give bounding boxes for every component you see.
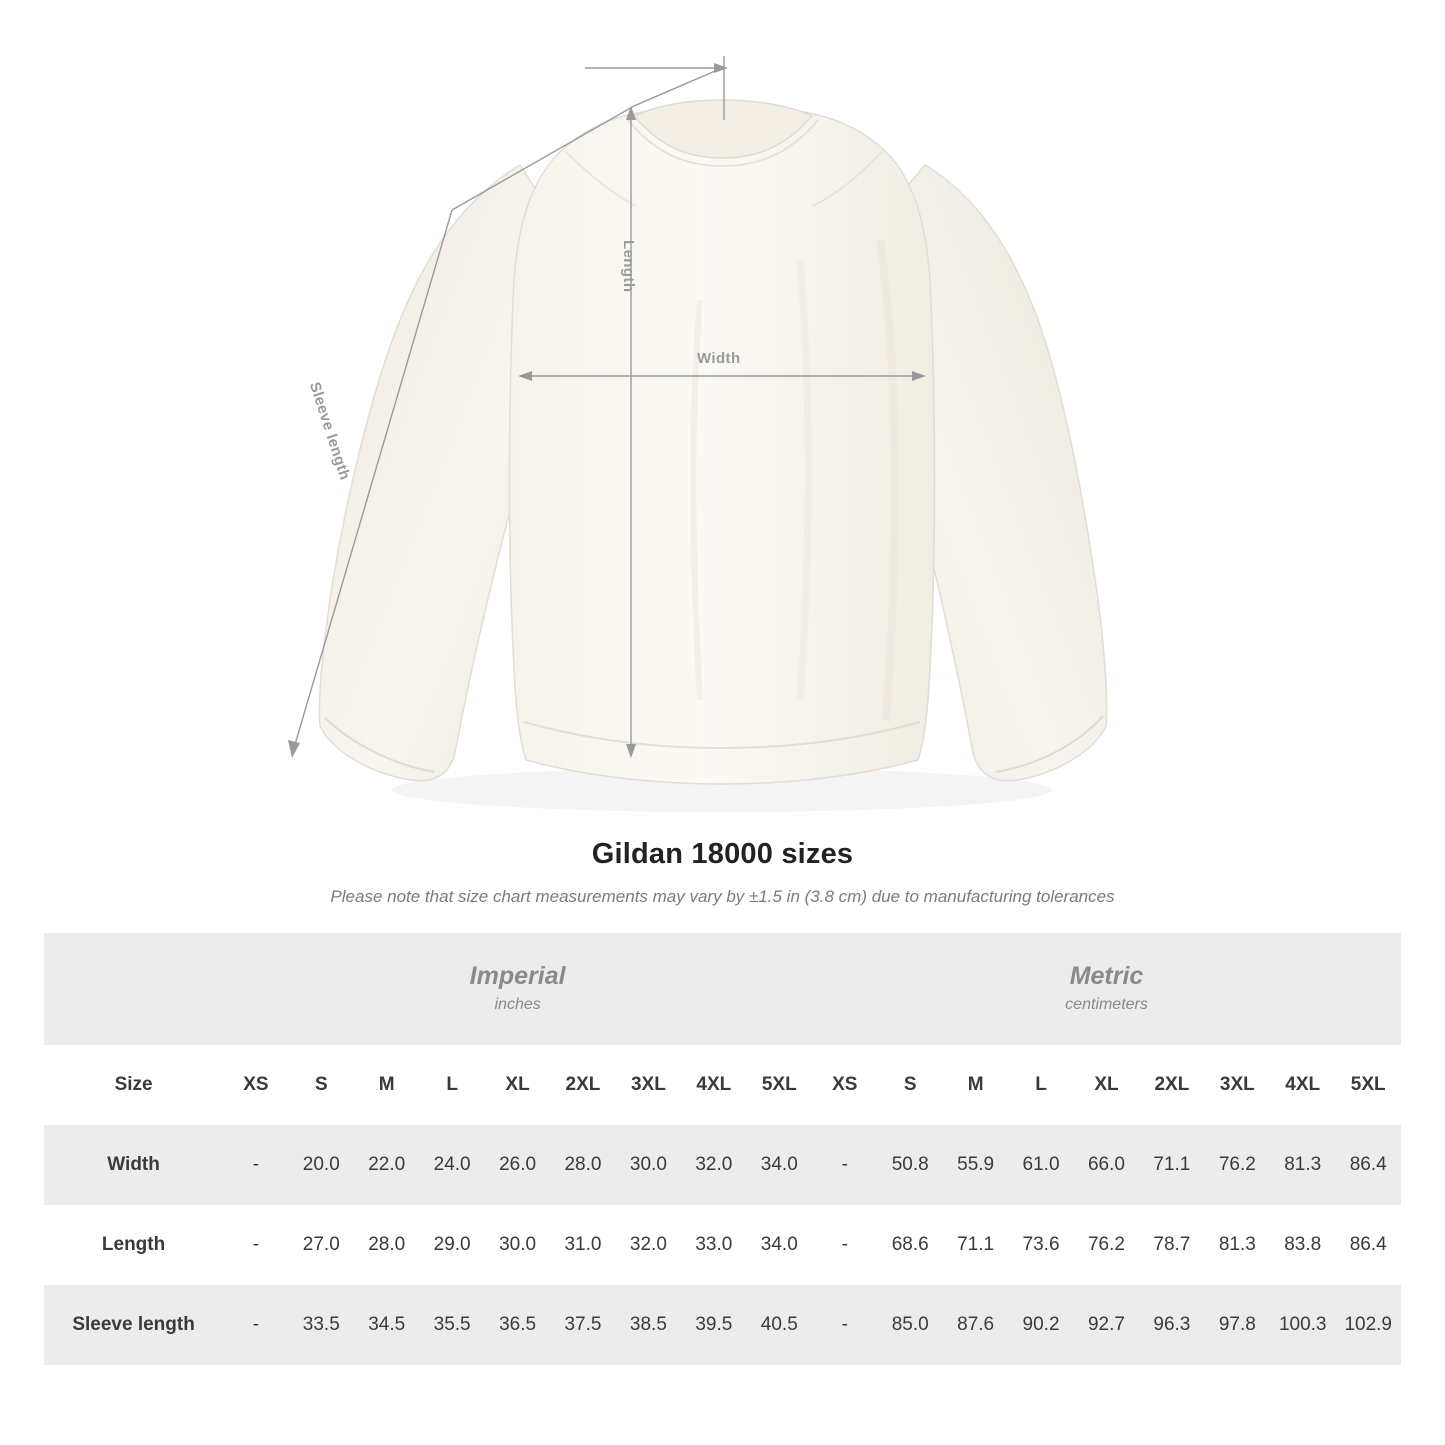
size-header-row	[44, 1045, 1401, 1125]
table-row	[44, 1285, 1401, 1365]
imperial-unit-name: Imperial	[469, 962, 566, 991]
row-label-sleeve-length: Sleeve length	[44, 1285, 223, 1365]
length-metric-xs: -	[812, 1205, 877, 1285]
shoulder-leader-arrow	[714, 63, 728, 73]
width-imperial-l: 24.0	[419, 1125, 484, 1205]
sleeve-metric-xs: -	[812, 1285, 877, 1365]
size-header-imperial-m: M	[354, 1045, 419, 1125]
width-imperial-5xl: 34.0	[747, 1125, 813, 1205]
sleeve-imperial-xs: -	[223, 1285, 288, 1365]
sleeve-imperial-4xl: 39.5	[681, 1285, 746, 1365]
width-imperial-m: 22.0	[354, 1125, 419, 1205]
size-header-metric-l: L	[1008, 1045, 1073, 1125]
size-header-metric-m: M	[943, 1045, 1008, 1125]
sleeve-imperial-xl: 36.5	[485, 1285, 550, 1365]
size-header-metric-5xl: 5XL	[1335, 1045, 1401, 1125]
length-imperial-2xl: 31.0	[550, 1205, 615, 1285]
width-imperial-xl: 26.0	[485, 1125, 550, 1205]
length-metric-s: 68.6	[877, 1205, 942, 1285]
table-row	[44, 1205, 1401, 1285]
page-title: Gildan 18000 sizes	[591, 838, 854, 870]
size-header-imperial-4xl: 4XL	[681, 1045, 746, 1125]
size-header-metric-3xl: 3XL	[1205, 1045, 1270, 1125]
length-metric-l: 73.6	[1008, 1205, 1073, 1285]
width-imperial-4xl: 32.0	[681, 1125, 746, 1205]
sleeve-imperial-5xl: 40.5	[747, 1285, 813, 1365]
body	[510, 106, 935, 784]
width-imperial-s: 20.0	[289, 1125, 354, 1205]
size-header-metric-4xl: 4XL	[1270, 1045, 1335, 1125]
length-imperial-m: 28.0	[354, 1205, 419, 1285]
width-metric-xs: -	[812, 1125, 877, 1205]
size-header-label: Size	[44, 1045, 223, 1125]
tolerance-note: Please note that size chart measurements may vary by ±1.5 in (3.8 cm) due to manufacturing tolerances	[330, 887, 1115, 906]
width-imperial-2xl: 28.0	[550, 1125, 615, 1205]
sleeve-imperial-3xl: 38.5	[616, 1285, 681, 1365]
width-metric-m: 55.9	[943, 1125, 1008, 1205]
length-imperial-xs: -	[223, 1205, 288, 1285]
sleeve-imperial-2xl: 37.5	[550, 1285, 615, 1365]
size-header-imperial-s: S	[289, 1045, 354, 1125]
sleeve-metric-s: 85.0	[877, 1285, 942, 1365]
sleeve-metric-l: 90.2	[1008, 1285, 1073, 1365]
length-imperial-s: 27.0	[289, 1205, 354, 1285]
length-metric-m: 71.1	[943, 1205, 1008, 1285]
metric-unit-header	[812, 933, 1401, 1045]
size-table	[44, 933, 1401, 1365]
length-metric-xl: 76.2	[1074, 1205, 1139, 1285]
sleeve-imperial-l: 35.5	[419, 1285, 484, 1365]
row-label-width: Width	[44, 1125, 223, 1205]
size-header-metric-xs: XS	[812, 1045, 877, 1125]
metric-unit-sub: centimeters	[1065, 995, 1148, 1013]
width-metric-3xl: 76.2	[1205, 1125, 1270, 1205]
imperial-unit-header	[223, 933, 812, 1045]
title-block	[0, 838, 1445, 907]
sleeve-metric-5xl: 102.9	[1335, 1285, 1401, 1365]
width-metric-xl: 66.0	[1074, 1125, 1139, 1205]
sleeve-imperial-m: 34.5	[354, 1285, 419, 1365]
imperial-unit-sub: inches	[494, 995, 541, 1013]
size-header-imperial-3xl: 3XL	[616, 1045, 681, 1125]
length-label: Length	[620, 240, 637, 293]
width-imperial-xs: -	[223, 1125, 288, 1205]
length-imperial-5xl: 34.0	[747, 1205, 813, 1285]
size-table-wrapper	[44, 933, 1401, 1365]
length-metric-3xl: 81.3	[1205, 1205, 1270, 1285]
sleeve-metric-2xl: 96.3	[1139, 1285, 1204, 1365]
width-imperial-3xl: 30.0	[616, 1125, 681, 1205]
size-header-imperial-xs: XS	[223, 1045, 288, 1125]
sleeve-arrow-bottom	[288, 740, 300, 758]
width-metric-l: 61.0	[1008, 1125, 1073, 1205]
size-header-metric-s: S	[877, 1045, 942, 1125]
length-imperial-3xl: 32.0	[616, 1205, 681, 1285]
sleeve-length-label: Sleeve length	[305, 380, 354, 483]
size-header-imperial-5xl: 5XL	[747, 1045, 813, 1125]
unit-header-row	[44, 933, 1401, 1045]
size-header-imperial-2xl: 2XL	[550, 1045, 615, 1125]
size-header-metric-2xl: 2XL	[1139, 1045, 1204, 1125]
length-metric-2xl: 78.7	[1139, 1205, 1204, 1285]
width-metric-2xl: 71.1	[1139, 1125, 1204, 1205]
size-header-imperial-xl: XL	[485, 1045, 550, 1125]
width-metric-5xl: 86.4	[1335, 1125, 1401, 1205]
length-imperial-4xl: 33.0	[681, 1205, 746, 1285]
metric-unit-name: Metric	[1069, 962, 1144, 991]
unit-header-spacer	[44, 933, 223, 1045]
length-metric-4xl: 83.8	[1270, 1205, 1335, 1285]
size-header-metric-xl: XL	[1074, 1045, 1139, 1125]
length-imperial-xl: 30.0	[485, 1205, 550, 1285]
row-label-length: Length	[44, 1205, 223, 1285]
sleeve-metric-3xl: 97.8	[1205, 1285, 1270, 1365]
length-imperial-l: 29.0	[419, 1205, 484, 1285]
width-label: Width	[697, 350, 741, 367]
sleeve-metric-m: 87.6	[943, 1285, 1008, 1365]
length-metric-5xl: 86.4	[1335, 1205, 1401, 1285]
table-row	[44, 1125, 1401, 1205]
sleeve-metric-4xl: 100.3	[1270, 1285, 1335, 1365]
sleeve-imperial-s: 33.5	[289, 1285, 354, 1365]
sleeve-metric-xl: 92.7	[1074, 1285, 1139, 1365]
width-metric-s: 50.8	[877, 1125, 942, 1205]
width-metric-4xl: 81.3	[1270, 1125, 1335, 1205]
size-header-imperial-l: L	[419, 1045, 484, 1125]
